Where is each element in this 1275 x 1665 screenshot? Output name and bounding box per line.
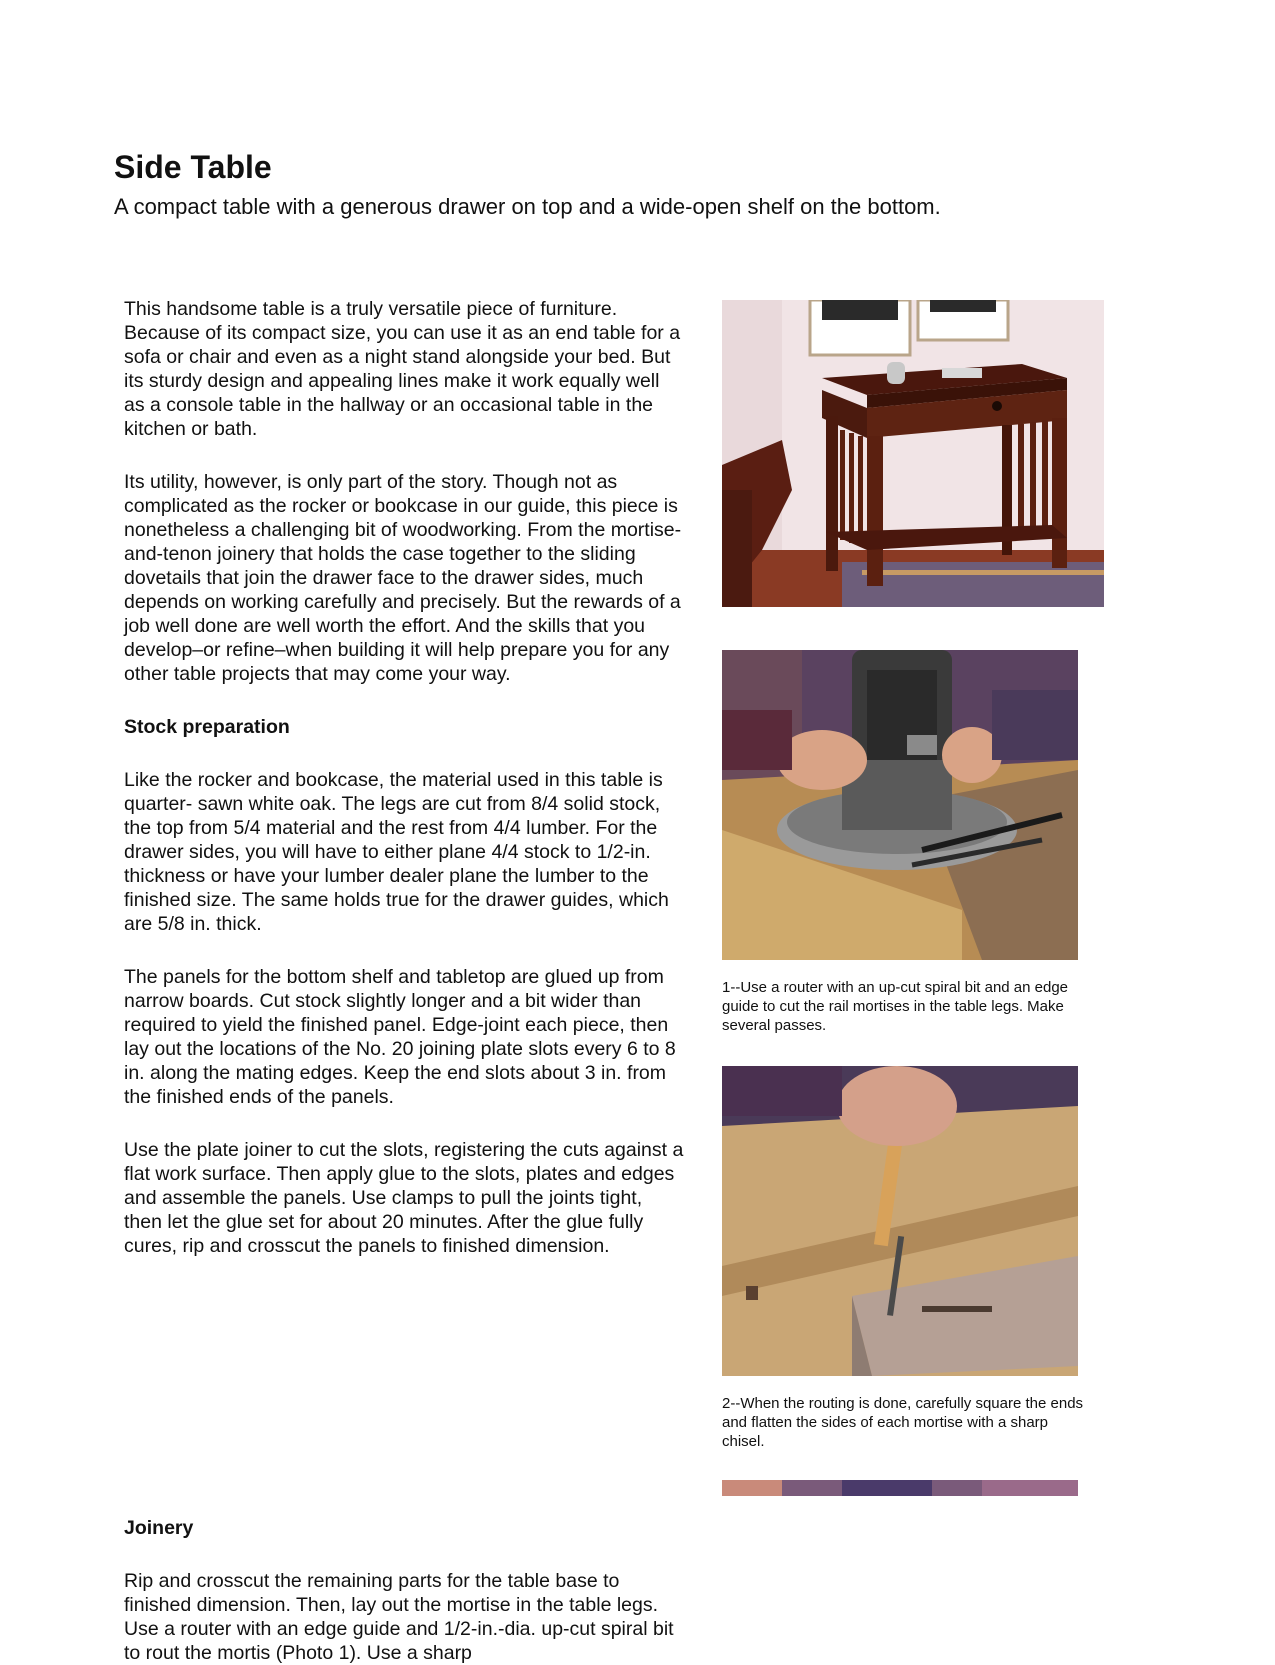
photo-2-caption: 2--When the routing is done, carefully square the ends and flatten the sides of each mortise with a sharp chisel. (722, 1395, 1084, 1450)
photo-1-caption: 1--Use a router with an up-cut spiral bit and an edge guide to cut the rail mortises in the table legs. Make several passes. (722, 979, 1069, 1034)
article-body (124, 297, 684, 1287)
router-photo (722, 650, 1078, 960)
paragraph: The panels for the bottom shelf and tabletop are glued up from narrow boards. Cut stock slightly longer and a bit wider than required to yield the finished panel. Edge-joint each piece, then lay out the locations of the No. 20 joining plate slots every 6 to 8 in. along the mating edges. Keep the end slots about 3 in. from the finished ends of the panels. (124, 966, 676, 1108)
paragraph: Like the rocker and bookcase, the material used in this table is quarter- sawn white oak. The legs are cut from 8/4 solid stock, the top from 5/4 material and the rest from 4/4 lumber. For the drawer sides, you will have to either plane 4/4 stock to 1/2-in. thickness or have your lumber dealer plane the lumber to the finished size. The same holds true for the drawer guides, which are 5/8 in. thick. (124, 769, 669, 935)
photo-3-partial (722, 1480, 1078, 1496)
section-heading-joinery: Joinery (124, 1517, 194, 1539)
article-title: Side Table (114, 149, 272, 185)
section-heading-stock: Stock preparation (124, 716, 290, 738)
chisel-photo (722, 1066, 1078, 1376)
paragraph: Its utility, however, is only part of the story. Though not as complicated as the rocker or bookcase in our guide, this piece is nonetheless a challenging bit of woodworking. From the mortise-and-tenon joinery that holds the case together to the sliding dovetails that join the drawer face to the drawer sides, much depends on working carefully and precisely. But the rewards of a job well done are well worth the effort. And the skills that you develop–or refine–when building it will help prepare you for any other table projects that may come your way. (124, 471, 682, 685)
paragraph: This handsome table is a truly versatile piece of furniture. Because of its compact size, you can use it as an end table for a sofa or chair and even as a night stand alongside your bed. But its sturdy design and appealing lines make it work equally well as a console table in the hallway or an occasional table in the kitchen or bath. (124, 298, 681, 440)
article-subtitle: A compact table with a generous drawer on top and a wide-open shelf on the bottom. (114, 194, 941, 219)
side-table-photo (722, 300, 1104, 607)
paragraph: Use the plate joiner to cut the slots, registering the cuts against a flat work surface. Then apply glue to the slots, plates and edges and assemble the panels. Use clamps to pull the joints tight, then let the glue set for about 20 minutes. After the glue fully cures, rip and crosscut the panels to finished dimension. (124, 1139, 684, 1257)
joinery-section (124, 1516, 684, 1665)
paragraph: Rip and crosscut the remaining parts for the table base to finished dimension. Then, lay out the mortise in the table legs. Use a router with an edge guide and 1/2-in.-dia. up-cut spiral bit to rout the mortis (Photo 1). Use a sharp (124, 1570, 674, 1664)
